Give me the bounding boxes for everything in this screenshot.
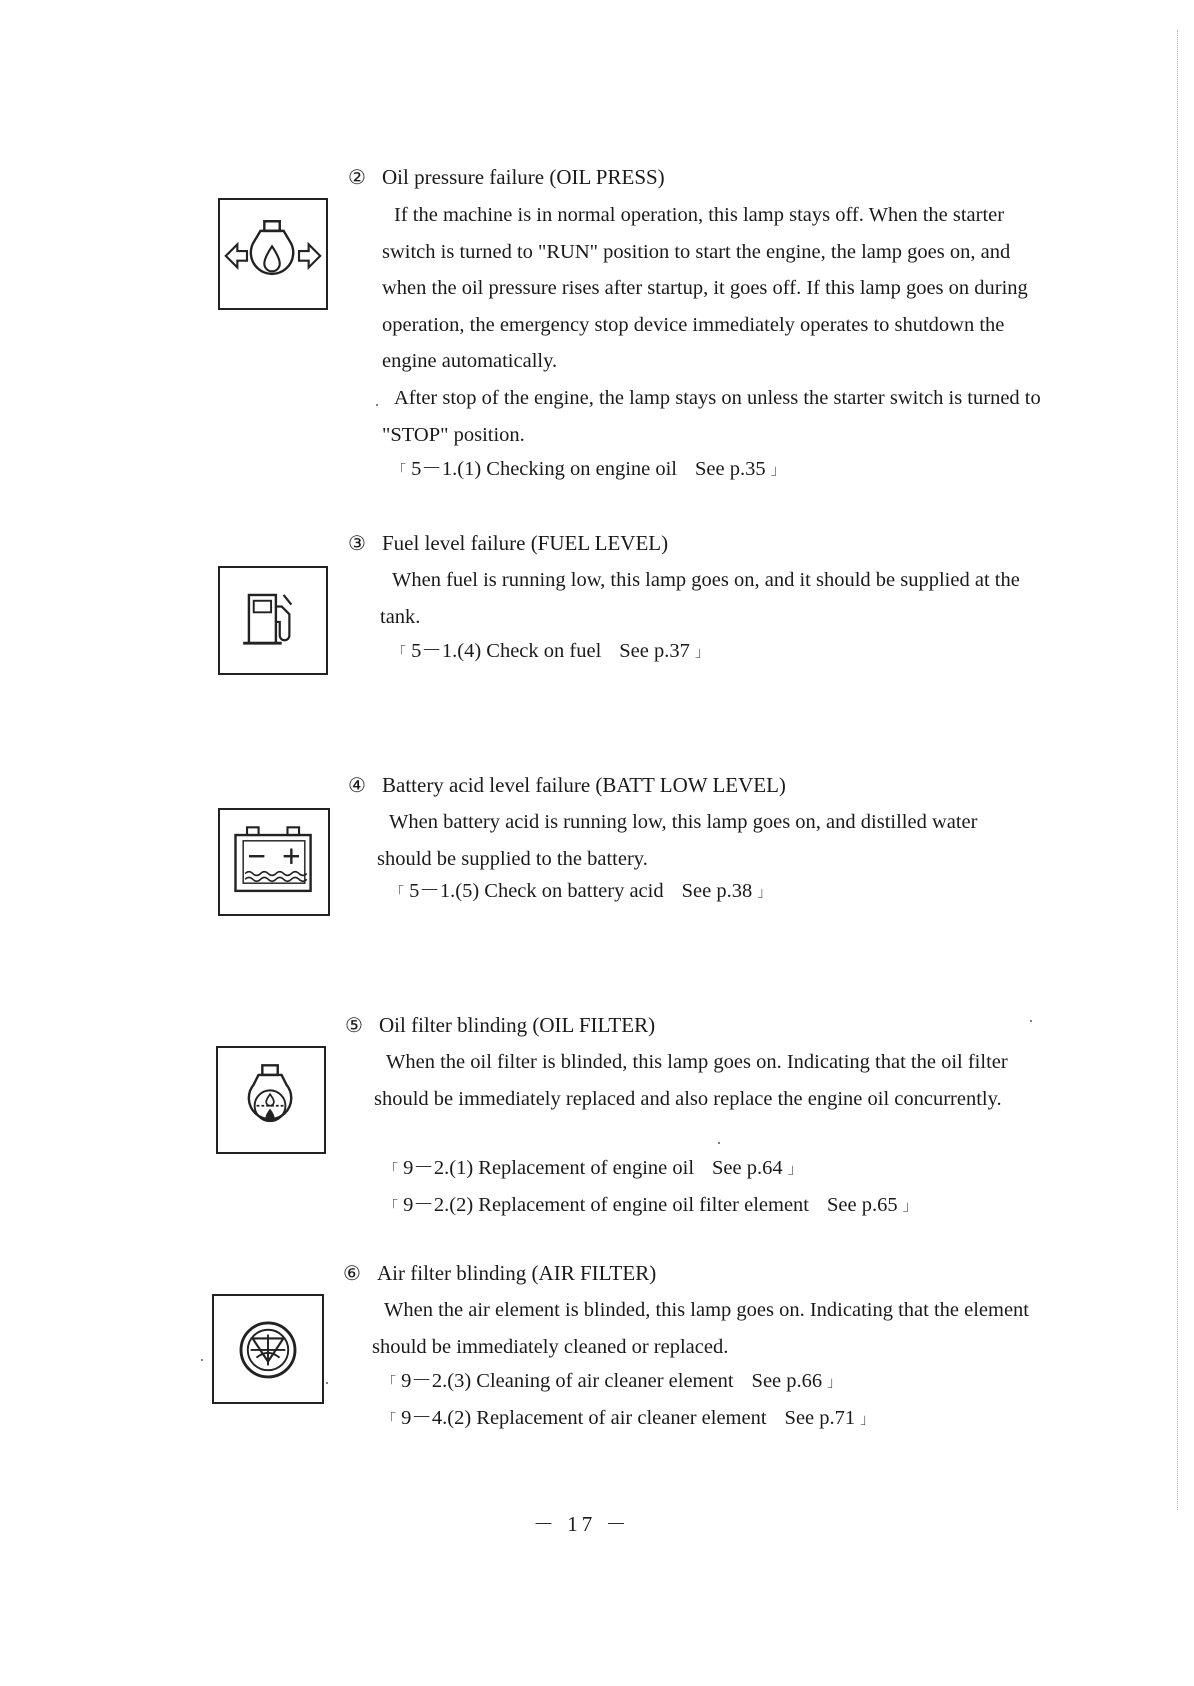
ref-page: See p.66 <box>751 1370 823 1392</box>
section-paragraph: When the oil filter is blinded, this lamp goes on. Indicating that the oil filter should be immediately replaced and also replace the engine oil concurrently. <box>374 1051 1008 1110</box>
ref-text: 5－1.(1) Checking on engine oil <box>411 458 678 480</box>
ref-bracket-open: 「 <box>392 463 406 479</box>
section-title-oil-filter <box>345 1012 655 1038</box>
ref-bracket-close: 」 <box>757 885 772 901</box>
section-number: ⑥ <box>343 1261 361 1285</box>
scan-speck <box>718 1142 720 1144</box>
ref-page: See p.71 <box>784 1407 856 1429</box>
ref-bracket-open: 「 <box>390 885 404 901</box>
ref-bracket-open: 「 <box>384 1199 398 1215</box>
ref-text: 9－2.(2) Replacement of engine oil filter element <box>403 1194 809 1216</box>
section-title-oil-press <box>348 164 665 190</box>
section-paragraph: If the machine is in normal operation, this lamp stays off. When the starter switch is turned to "RUN" position to start the engine, the lamp goes on, and when the oil pressure rises after startup, it goes off. If this lamp goes on during operation, the emergency stop device immediately operates to shutdown the engine automatically. <box>382 204 1028 372</box>
page-edge-rule <box>1177 30 1178 1510</box>
ref-bracket-open: 「 <box>384 1162 398 1178</box>
air-filter-lamp-icon <box>212 1294 324 1404</box>
ref-bracket-close: 」 <box>770 463 785 479</box>
section-title-text: Battery acid level failure (BATT LOW LEVEL) <box>382 773 786 797</box>
scan-speck <box>326 1382 328 1384</box>
scan-speck <box>201 1359 203 1361</box>
ref-bracket-close: 」 <box>827 1375 842 1391</box>
ref-text: 9－2.(3) Cleaning of air cleaner element <box>401 1370 734 1392</box>
section-paragraph: When battery acid is running low, this lamp goes on, and distilled water should be supplied to the battery. <box>377 811 978 870</box>
cross-reference[interactable] <box>384 1155 802 1183</box>
cross-reference[interactable] <box>382 1405 874 1433</box>
ref-page: See p.35 <box>695 458 766 480</box>
ref-page: See p.65 <box>827 1194 898 1216</box>
ref-text: 9－2.(1) Replacement of engine oil <box>403 1157 695 1179</box>
ref-page: See p.37 <box>619 640 690 662</box>
oil-pressure-lamp-icon <box>218 198 328 310</box>
section-title-text: Oil pressure failure (OIL PRESS) <box>382 165 665 189</box>
ref-page: See p.38 <box>681 880 753 902</box>
battery-lamp-icon <box>218 808 330 916</box>
ref-text: 5－1.(4) Check on fuel <box>411 640 602 662</box>
ref-bracket-open: 「 <box>382 1375 396 1391</box>
cross-reference[interactable] <box>390 878 771 906</box>
ref-bracket-close: 」 <box>695 645 710 661</box>
cross-reference[interactable] <box>382 1368 841 1396</box>
section-paragraph: When the air element is blinded, this lamp goes on. Indicating that the element should be immediately cleaned or replaced. <box>372 1299 1029 1358</box>
section-number: ④ <box>348 773 366 797</box>
ref-bracket-close: 」 <box>787 1162 802 1178</box>
ref-text: 5－1.(5) Check on battery acid <box>409 880 664 902</box>
section-number: ② <box>348 165 366 189</box>
cross-reference[interactable] <box>392 638 709 666</box>
cross-reference[interactable] <box>384 1192 917 1220</box>
ref-bracket-open: 「 <box>382 1412 396 1428</box>
section-title-air-filter <box>343 1260 656 1286</box>
section-paragraph: After stop of the engine, the lamp stays on unless the starter switch is turned to "STOP" position. <box>382 387 1041 446</box>
section-number: ⑤ <box>345 1013 363 1037</box>
ref-text: 9－4.(2) Replacement of air cleaner element <box>401 1407 767 1429</box>
scan-speck <box>1030 1020 1032 1022</box>
oil-filter-lamp-icon <box>216 1046 326 1154</box>
ref-bracket-open: 「 <box>392 645 406 661</box>
section-title-text: Air filter blinding (AIR FILTER) <box>377 1261 657 1285</box>
ref-page: See p.64 <box>712 1157 783 1179</box>
page-number: － 17 － <box>533 1512 631 1536</box>
section-title-batt-low-level <box>348 772 786 798</box>
section-paragraph: When fuel is running low, this lamp goes on, and it should be supplied at the tank. <box>380 569 1020 628</box>
ref-bracket-close: 」 <box>902 1199 917 1215</box>
section-title-fuel-level <box>348 530 668 556</box>
fuel-pump-lamp-icon <box>218 566 328 675</box>
section-title-text: Oil filter blinding (OIL FILTER) <box>379 1013 656 1037</box>
scan-speck <box>376 404 378 406</box>
section-number: ③ <box>348 531 366 555</box>
ref-bracket-close: 」 <box>860 1412 875 1428</box>
section-title-text: Fuel level failure (FUEL LEVEL) <box>382 531 669 555</box>
cross-reference[interactable] <box>392 456 785 484</box>
